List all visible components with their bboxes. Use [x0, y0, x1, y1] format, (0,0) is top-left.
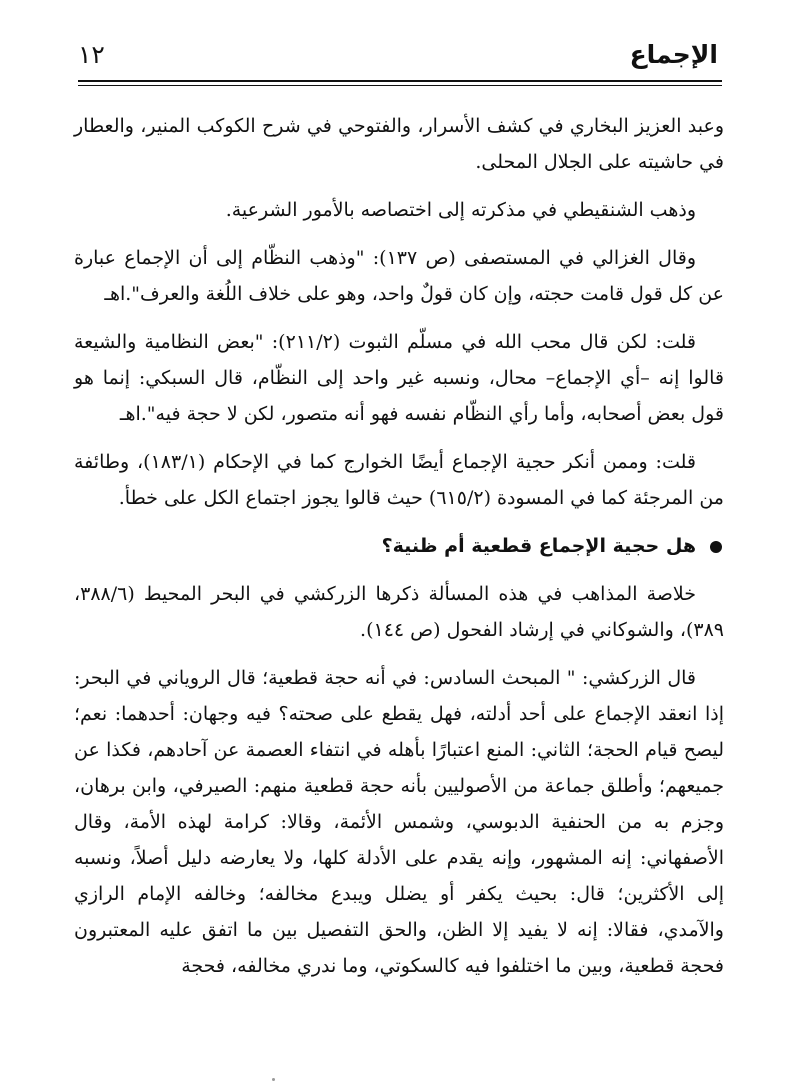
page-header: [78, 38, 718, 78]
page-number: ١٢: [78, 40, 105, 69]
running-title: الإجماع: [629, 40, 718, 69]
bullet-icon: [710, 541, 722, 553]
paragraph: قال الزركشي: " المبحث السادس: في أنه حجة قطعية؛ قال الروياني في البحر: إذا انعقد الإجماع على أحد أدلته، فهل يقطع على صحته؟ فيه وجهان: أحدهما: نعم؛ ليصح قيام الحجة؛ الثاني: المنع اعتبارًا بأهله في انتفاء العصمة عن آحادهم، فكذا عن جميعهم؛ وأطلق جماعة من الأصوليين بأنه حجة قطعية منهم: الصيرفي، وابن برهان، وجزم به من الحنفية الدبوسي، وشمس الأئمة، وقالا: كرامة لهذه الأمة، وقال الأصفهاني: إنه المشهور، وإنه يقدم على الأدلة كلها، ولا يعارضه دليل أصلاً، ونسبه إلى الأكثرين؛ قال: بحيث يكفر أو يضلل ويبدع مخالفه؛ وخالفه الإمام الرازي والآمدي، فقالا: إنه لا يفيد إلا الظن، والحق التفصيل بين ما اتفق عليه المعتبرون فحجة قطعية، وبين ما اختلفوا فيه كالسكوتي، وما ندري مخالفه، فحجة: [74, 667, 724, 977]
header-rule-thin: [78, 85, 722, 86]
section-heading: [74, 528, 724, 564]
scan-speck: [272, 1078, 275, 1081]
paragraph: خلاصة المذاهب في هذه المسألة ذكرها الزركشي في البحر المحيط (٣٨٨/٦، ٣٨٩)، والشوكاني في إرشاد الفحول (ص ١٤٤).: [74, 583, 724, 641]
paragraph: قلت: وممن أنكر حجية الإجماع أيضًا الخوارج كما في الإحكام (١٨٣/١)، وطائفة من المرجئة كما في المسودة (٦١٥/٢) حيث قالوا يجوز اجتماع الكل على خطأ.: [74, 451, 724, 509]
paragraph: وقال الغزالي في المستصفى (ص ١٣٧): "وذهب النظّام إلى أن الإجماع عبارة عن كل قول قامت حجته، وإن كان قولٌ واحد، وهو على خلاف اللُغة والعرف".اهـ: [74, 247, 724, 305]
page-body: [74, 108, 724, 996]
header-rule-thick: [78, 80, 722, 82]
paragraph: وعبد العزيز البخاري في كشف الأسرار، والفتوحي في شرح الكوكب المنير، والعطار في حاشيته على الجلال المحلى.: [74, 115, 724, 173]
section-heading-text: هل حجية الإجماع قطعية أم ظنية؟: [381, 535, 696, 557]
paragraph: وذهب الشنقيطي في مذكرته إلى اختصاصه بالأمور الشرعية.: [225, 199, 696, 221]
paragraph: قلت: لكن قال محب الله في مسلّم الثبوت (٢١١/٢): "بعض النظامية والشيعة قالوا إنه –أي الإجماع– محال، ونسبه غير واحد إلى النظّام، قال السبكي: إنما هو قول بعض أصحابه، وأما رأي النظّام نفسه فهو أنه متصور، لكن لا حجة فيه".اهـ: [74, 331, 724, 425]
